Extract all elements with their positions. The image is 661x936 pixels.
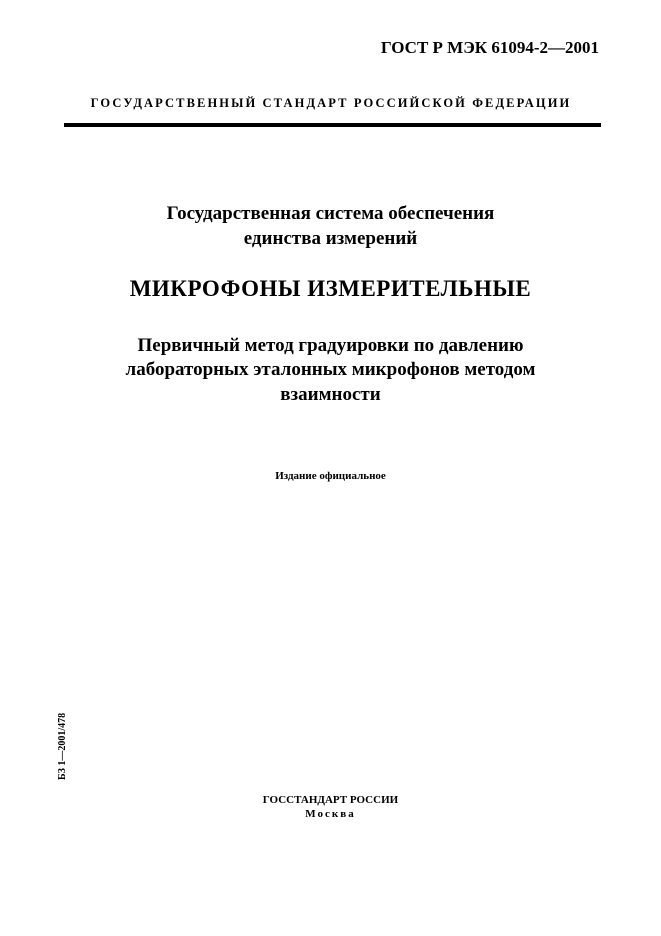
standard-code: ГОСТ Р МЭК 61094-2—2001 [380, 38, 599, 57]
side-code: БЗ 1—2001/478 [57, 712, 68, 780]
header-rule [64, 123, 601, 127]
subtitle-line1: Первичный метод градуировки по давлению [137, 335, 524, 356]
publisher: ГОССТАНДАРТ РОССИИ [262, 794, 399, 806]
subtitle-line2: лабораторных эталонных микрофонов методом [125, 359, 536, 380]
system-title-line1: Государственная система обеспечения [166, 203, 495, 224]
subtitle-line3: взаимности [280, 384, 381, 405]
system-title-line2: единства измерений [243, 228, 418, 249]
header-title: ГОСУДАРСТВЕННЫЙ СТАНДАРТ РОССИЙСКОЙ ФЕДЕРАЦИИ [90, 96, 572, 110]
edition-note: Издание официальное [275, 470, 386, 482]
publisher-city: Москва [305, 808, 356, 820]
main-title: МИКРОФОНЫ ИЗМЕРИТЕЛЬНЫЕ [129, 276, 532, 301]
